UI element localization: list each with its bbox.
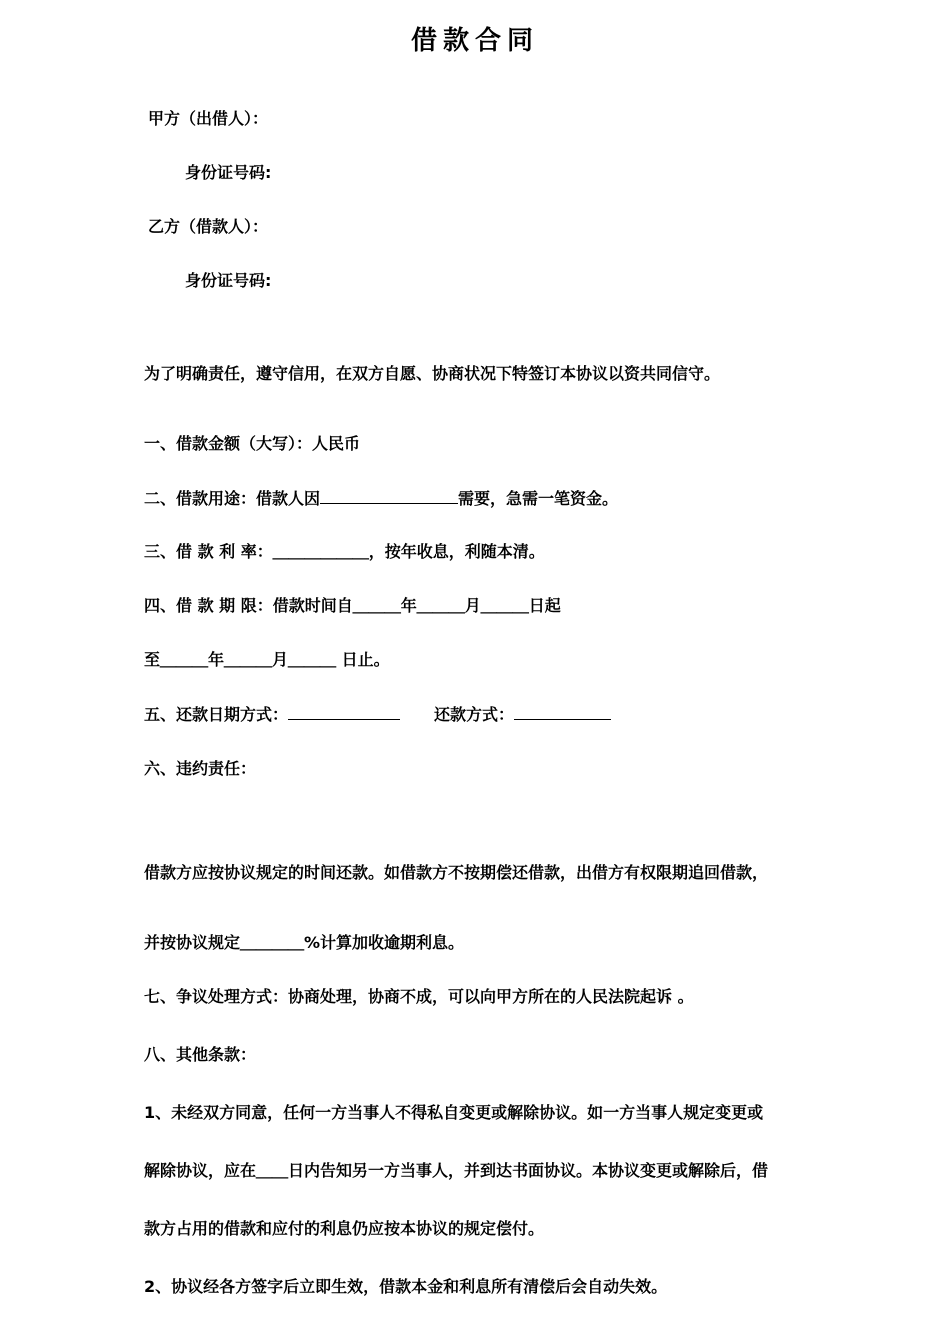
- other-term-1-line3: 款方占用的借款和应付的利息仍应按本协议的规定偿付。: [144, 1219, 545, 1238]
- clause-loan-term-end: 至＿＿＿年＿＿＿月＿＿＿ 日止。: [144, 650, 390, 669]
- repayment-date-label: 五、还款日期方式：: [144, 705, 289, 724]
- clause-other: 八、其他条款：: [144, 1045, 257, 1064]
- other-term-1-line1: 1、未经双方同意，任何一方当事人不得私自变更或解除协议。如一方当事人规定变更或: [144, 1103, 764, 1122]
- party-a-id-label: 身份证号码:: [185, 163, 272, 182]
- other-term-1-line2: 解除协议，应在＿＿日内告知另一方当事人，并到达书面协议。本协议变更或解除后，借: [144, 1161, 769, 1180]
- clause-interest-rest: ＿＿＿＿＿＿，按年收息，利随本清。: [272, 542, 545, 561]
- clause-repayment: [144, 703, 611, 726]
- clause-loan-purpose: [144, 487, 618, 510]
- clause-dispute: 七、争议处理方式：协商处理，协商不成，可以向甲方所在的人民法院起诉 。: [144, 987, 694, 1006]
- party-b-label: 乙方（借款人）：: [148, 217, 269, 236]
- repayment-method-label: 还款方式：: [434, 705, 515, 724]
- clause-loan-amount: 一、借款金额（大写）：人民币: [144, 434, 361, 453]
- clause-loan-purpose-suffix: 需要，急需一笔资金。: [458, 489, 619, 508]
- preamble: 为了明确责任，遵守信用，在双方自愿、协商状况下特签订本协议以资共同信守。: [144, 364, 721, 383]
- clause-interest-label: 三、借 款 利 率：: [144, 542, 273, 561]
- clause-breach: 六、违约责任：: [144, 759, 257, 778]
- party-b-id-label: 身份证号码:: [185, 271, 272, 290]
- breach-text-line2: 并按协议规定＿＿＿＿%计算加收逾期利息。: [144, 933, 465, 952]
- purpose-blank: [320, 487, 458, 504]
- page-title: 借款合同: [410, 26, 539, 56]
- repayment-method-blank: [514, 703, 611, 720]
- clause-term-rest: 借款时间自＿＿＿年＿＿＿月＿＿＿日起: [272, 596, 561, 615]
- clause-loan-term: [144, 595, 561, 617]
- breach-text-line1: 借款方应按协议规定的时间还款。如借款方不按期偿还借款，出借方有权限期追回借款，: [144, 863, 769, 882]
- clause-loan-purpose-prefix: 二、借款用途：借款人因: [144, 489, 321, 508]
- other-term-2: 2、协议经各方签字后立即生效，借款本金和利息所有清偿后会自动失效。: [144, 1277, 668, 1296]
- repayment-date-blank: [288, 703, 400, 720]
- party-a-label: 甲方（出借人）：: [148, 109, 269, 128]
- clause-interest-rate: [144, 541, 545, 563]
- clause-term-label: 四、借 款 期 限：: [144, 596, 273, 615]
